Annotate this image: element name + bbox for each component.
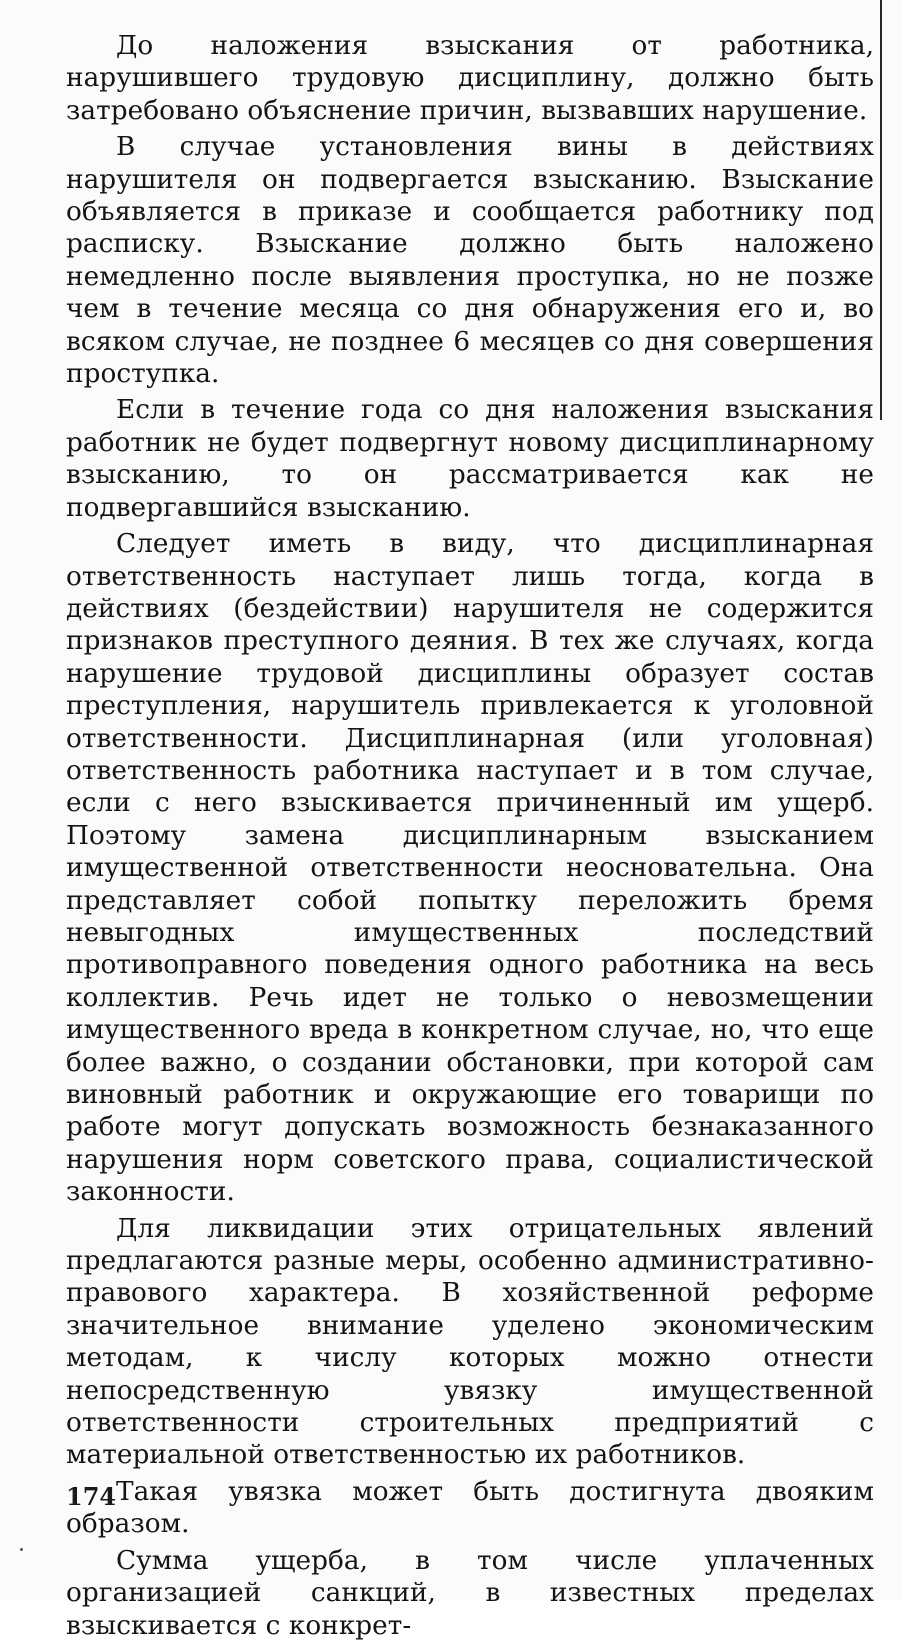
- page-number: 174: [66, 1482, 117, 1511]
- binding-edge-line: [880, 0, 882, 420]
- paragraph-1: До наложения взыскания от работника, нарушившего трудовую дисциплину, должно быть затребовано объяснение причин, вызвавших нарушение.: [66, 31, 874, 126]
- paragraph-3: Если в течение года со дня наложения взыскания работник не будет подвергнут новому дисциплинарному взысканию, то он рассматривается как не подвергавшийся взысканию.: [66, 395, 874, 523]
- paragraph-2: В случае установления вины в действиях нарушителя он подвергается взысканию. Взыскание объявляется в приказе и сообщается работнику под расписку. Взыскание должно быть наложено немедленно после выявления проступка, но не позже чем в течение месяца со дня обнаружения его и, во всяком случае, не позднее 6 месяцев со дня совершения проступка.: [66, 132, 874, 390]
- paragraph-6: Такая увязка может быть достигнута двояким образом.: [66, 1476, 874, 1540]
- paragraph-5: Для ликвидации этих отрицательных явлений предлагаются разные меры, особенно административно-правового характера. В хозяйственной реформе значительное внимание уделено экономическим методам, к числу которых можно отнести непосредственную увязку имущественной ответственности строительных предприятий с материальной ответственностью их работников.: [66, 1213, 874, 1471]
- scan-speck: [20, 1548, 23, 1551]
- paragraph-4: Следует иметь в виду, что дисциплинарная ответственность наступает лишь тогда, когда в действиях (бездействии) нарушителя не содержится признаков преступного деяния. В тех же случаях, когда нарушение трудовой дисциплины образует состав преступления, нарушитель привлекается к уголовной ответственности. Дисциплинарная (или уголовная) ответственность работника наступает и в том случае, если с него взыскивается причиненный им ущерб. Поэтому замена дисциплинарным взысканием имущественной ответственности неосновательна. Она представляет собой попытку переложить бремя невыгодных имущественных последствий противоправного поведения одного работника на весь коллектив. Речь идет не только о невозмещении имущественного вреда в конкретном случае, но, что еще более важно, о создании обстановки, при которой сам виновный работник и окружающие его товарищи по работе могут допускать возможность безнаказанного нарушения норм советского права, социалистической законности.: [66, 529, 874, 1208]
- paragraph-7: Сумма ущерба, в том числе уплаченных организацией санкций, в известных пределах взыскивается с конкрет-: [66, 1545, 874, 1641]
- body-text: [66, 30, 874, 1646]
